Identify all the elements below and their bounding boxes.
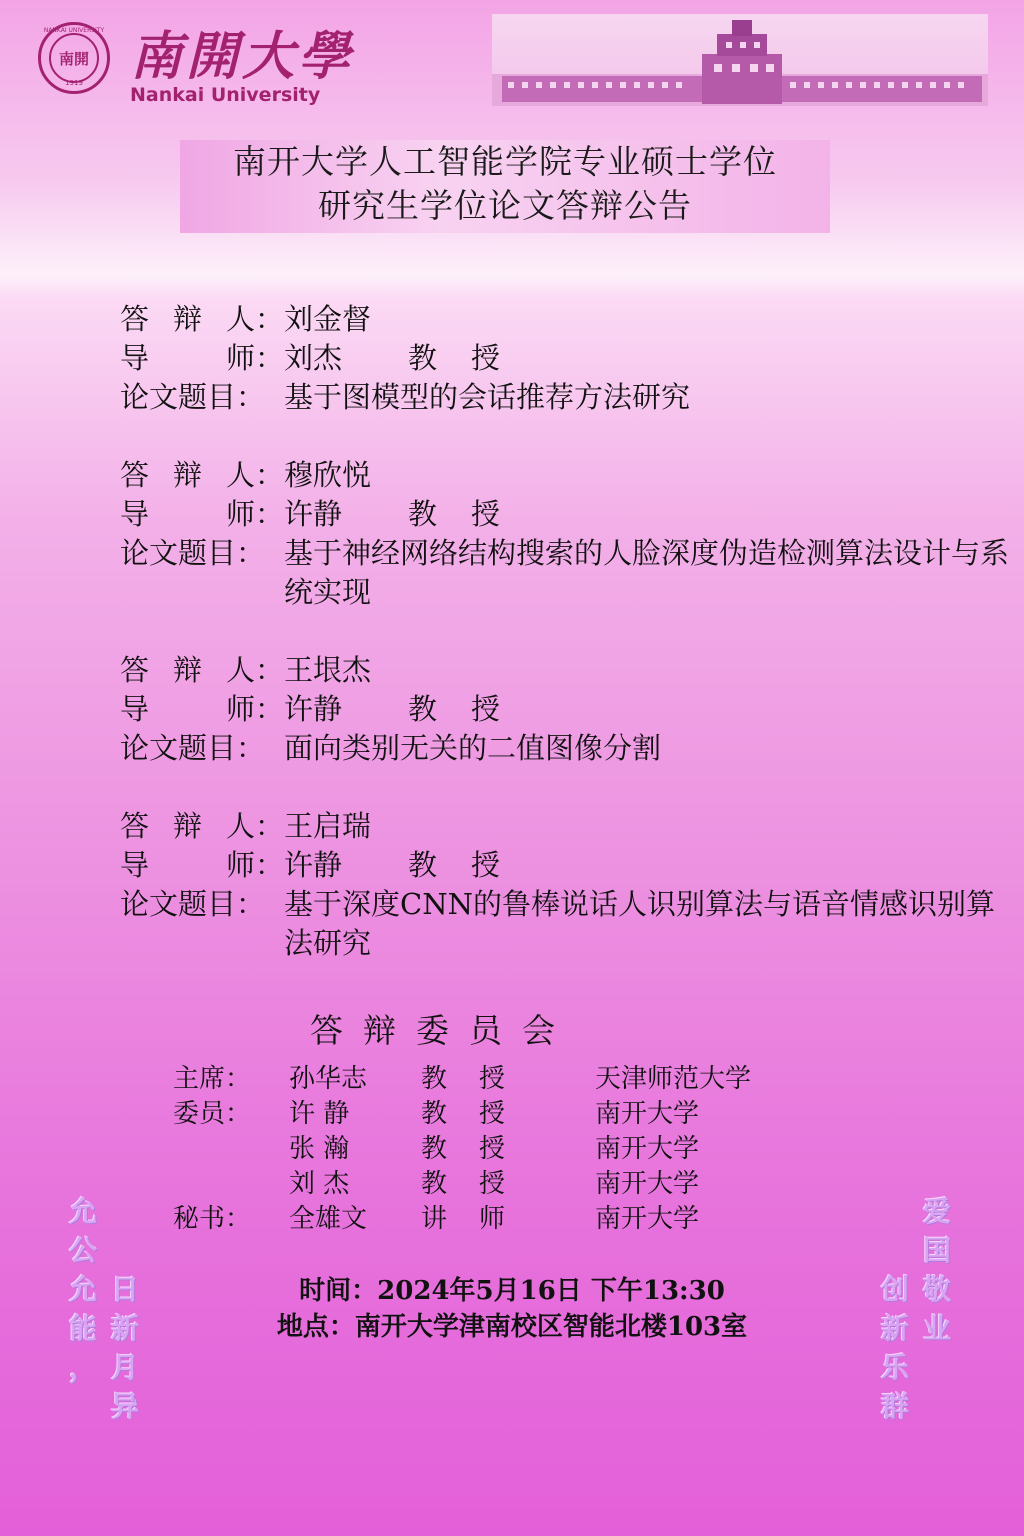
university-logo-english: Nankai University	[130, 84, 321, 106]
committee-member	[173, 1167, 751, 1202]
thesis-topic: 面向类别无关的二值图像分割	[284, 731, 662, 765]
advisor-label: 导 师：	[120, 497, 284, 531]
defender-name: 王垠杰	[284, 653, 372, 687]
advisor-name: 许静	[284, 497, 343, 531]
topic-label: 论文题目：	[120, 731, 266, 765]
committee-list	[173, 1062, 751, 1237]
title-line-2: 研究生学位论文答辩公告	[318, 186, 692, 225]
title-line-1: 南开大学人工智能学院专业硕士学位	[233, 142, 777, 181]
thesis-topic: 基于图模型的会话推荐方法研究	[284, 380, 691, 414]
topic-label: 论文题目：	[120, 536, 266, 570]
defender-label: 答 辩 人：	[120, 302, 284, 336]
campus-building-image	[492, 14, 988, 106]
announcement-title	[180, 140, 830, 233]
university-seal	[38, 22, 110, 94]
committee-member	[173, 1202, 751, 1237]
member-org: 南开大学	[595, 1134, 700, 1164]
advisor-name: 刘杰	[284, 341, 343, 375]
member-name: 全雄文	[289, 1204, 368, 1234]
advisor-label: 导 师：	[120, 692, 284, 726]
advisor-name: 许静	[284, 848, 343, 882]
defender-label: 答 辩 人：	[120, 809, 284, 843]
committee-member	[173, 1132, 751, 1167]
defense-time: 时间：2024年5月16日 下午13:30	[299, 1276, 725, 1306]
motto-left-col1: 允 公 允 能 ，	[68, 1195, 97, 1384]
member-role: 委员：	[173, 1099, 252, 1129]
member-name: 张 瀚	[289, 1134, 350, 1164]
committee-title: 答辩委员会	[310, 1011, 575, 1050]
advisor-rank: 教授	[408, 848, 535, 882]
thesis-topic: 基于神经网络结构搜索的人脸深度伪造检测算法设计与系统实现	[284, 536, 1010, 609]
topic-label: 论文题目：	[120, 380, 266, 414]
motto-right-col2: 创 新 乐 群	[880, 1273, 909, 1423]
defender-name: 刘金督	[284, 302, 372, 336]
defense-entries	[120, 300, 1010, 1002]
member-role	[173, 1132, 289, 1167]
member-role	[173, 1167, 289, 1202]
advisor-rank: 教授	[408, 341, 535, 375]
member-title: 教授	[421, 1134, 538, 1164]
member-org: 南开大学	[595, 1204, 700, 1234]
topic-label: 论文题目：	[120, 887, 266, 921]
defender-label: 答 辩 人：	[120, 653, 284, 687]
thesis-topic: 基于深度CNN的鲁棒说话人识别算法与语音情感识别算法研究	[284, 887, 995, 960]
motto-right-col1: 爱 国 敬 业	[922, 1195, 951, 1345]
member-org: 南开大学	[595, 1169, 700, 1199]
member-org: 天津师范大学	[595, 1064, 752, 1094]
member-name: 刘 杰	[289, 1169, 350, 1199]
member-name: 孙华志	[289, 1064, 368, 1094]
advisor-rank: 教授	[408, 497, 535, 531]
seal-year: 1919	[65, 79, 83, 87]
advisor-label: 导 师：	[120, 341, 284, 375]
member-role: 秘书：	[173, 1204, 252, 1234]
member-title: 教授	[421, 1169, 538, 1199]
defense-entry	[120, 300, 1010, 417]
defender-label: 答 辩 人：	[120, 458, 284, 492]
member-name: 许 静	[289, 1099, 350, 1129]
committee-member	[173, 1097, 751, 1132]
defender-name: 穆欣悦	[284, 458, 372, 492]
seal-center: 南開	[49, 33, 99, 83]
member-title: 讲师	[421, 1204, 538, 1234]
member-org: 南开大学	[595, 1099, 700, 1129]
member-role: 主席：	[173, 1064, 252, 1094]
university-logo-chinese: 南開大學	[130, 26, 355, 87]
seal-ring-text: NANKAI UNIVERSITY	[43, 27, 105, 34]
defense-entry	[120, 807, 1010, 963]
advisor-rank: 教授	[408, 692, 535, 726]
advisor-name: 许静	[284, 692, 343, 726]
defense-entry	[120, 456, 1010, 612]
committee-member	[173, 1062, 751, 1097]
motto-left-col2: 日 新 月 异	[110, 1273, 139, 1423]
member-title: 教授	[421, 1099, 538, 1129]
defense-place: 地点：南开大学津南校区智能北楼103室	[276, 1312, 748, 1342]
member-title: 教授	[421, 1064, 538, 1094]
advisor-label: 导 师：	[120, 848, 284, 882]
defender-name: 王启瑞	[284, 809, 372, 843]
defense-entry	[120, 651, 1010, 768]
